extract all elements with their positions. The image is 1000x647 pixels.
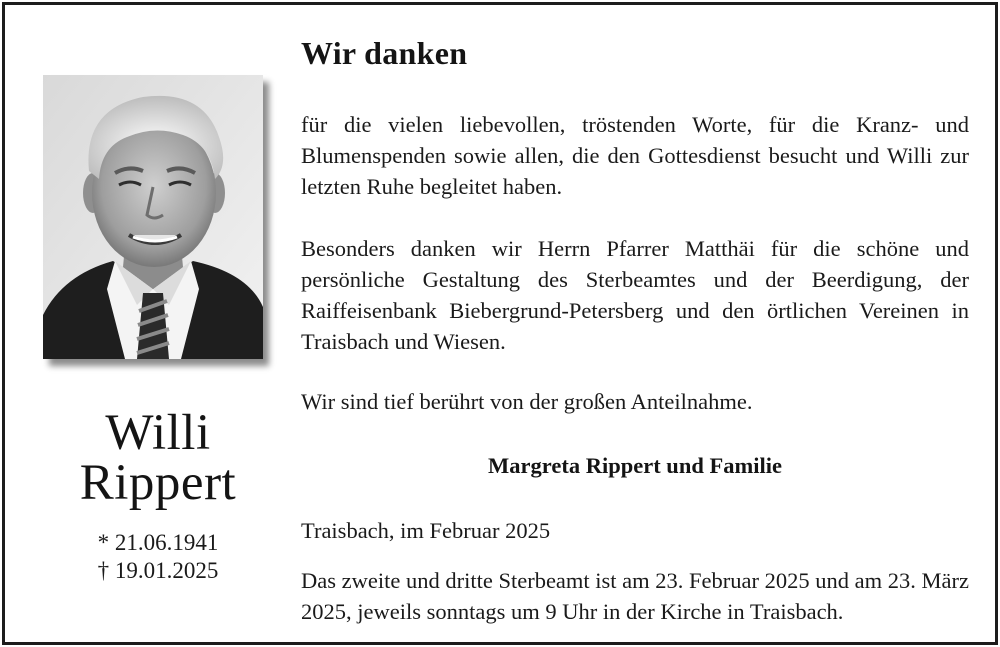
obituary-card xyxy=(2,2,998,645)
first-name: Willi xyxy=(105,405,211,461)
sympathy-paragraph: Wir sind tief berührt von der großen Anteilnahme. xyxy=(301,389,753,414)
portrait-image xyxy=(43,75,263,359)
notice-heading: Wir danken xyxy=(301,35,468,71)
deceased-name xyxy=(43,405,273,511)
family-signature: Margreta Rippert und Familie xyxy=(488,453,782,478)
last-name: Rippert xyxy=(79,455,237,511)
birth-date: * 21.06.1941 xyxy=(97,530,219,555)
special-thanks-paragraph: Besonders danken wir Herrn Pfarrer Matthäi für die schöne und persönliche Gestaltung des Sterbeamtes und der Beerdigung, der Raiffeisenbank Biebergrund-Petersberg und den örtlichen Vereinen in Traisbach und Wiesen. xyxy=(301,236,969,354)
memorial-mass-paragraph: Das zweite und dritte Sterbeamt ist am 23. Februar 2025 und am 23. März 2025, jeweils sonntags um 9 Uhr in der Kirche in Traisbach. xyxy=(301,568,969,624)
life-dates xyxy=(43,529,273,585)
thanks-paragraph: für die vielen liebevollen, tröstenden Worte, für die Kranz- und Blumenspenden sowie allen, die den Gottesdienst besucht und Willi zur letzten Ruhe begleitet haben. xyxy=(301,112,969,199)
place-and-date: Traisbach, im Februar 2025 xyxy=(301,518,551,543)
death-date: † 19.01.2025 xyxy=(97,558,219,583)
portrait-photo xyxy=(43,75,263,359)
